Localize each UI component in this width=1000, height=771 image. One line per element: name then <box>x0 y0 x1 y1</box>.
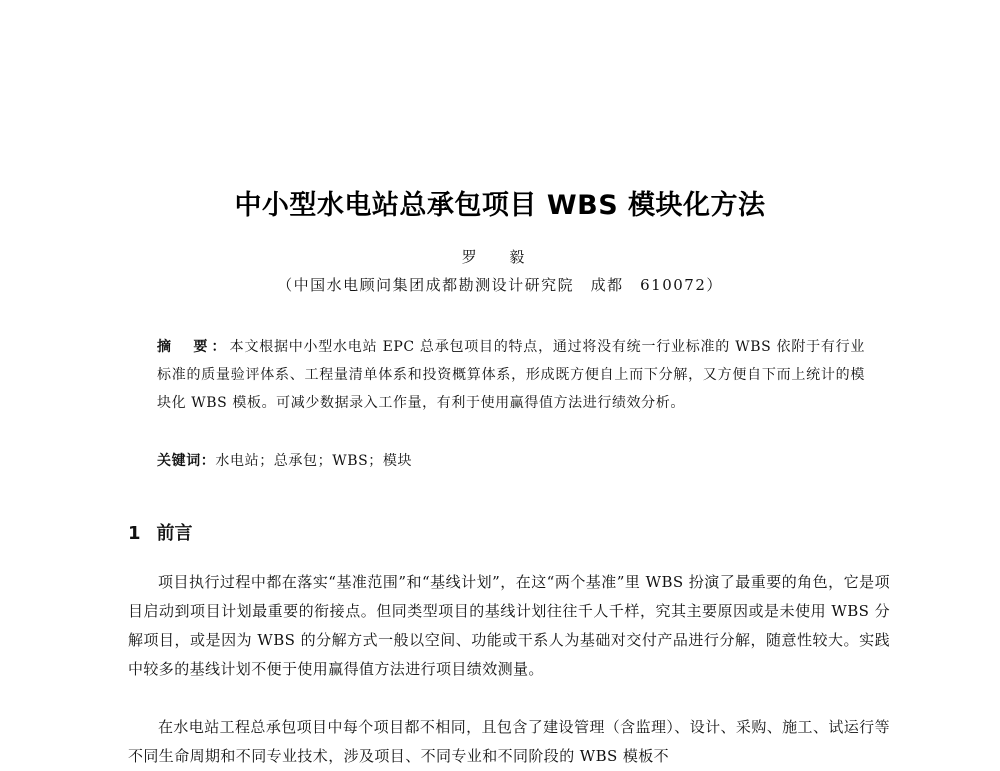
author-affiliation: （中国水电顾问集团成都勘测设计研究院 成都 610072） <box>277 276 723 294</box>
body-paragraph-2: 在水电站工程总承包项目中每个项目都不相同，且包含了建设管理（含监理）、设计、采购、施工、试运行等不同生命周期和不同专业技术，涉及项目、不同专业和不同阶段的 WBS 模板不 <box>128 718 890 765</box>
body-paragraph-1: 项目执行过程中都在落实“基准范围”和“基线计划”，在这“两个基准”里 WBS 扮演了最重要的角色，它是项目启动到项目计划最重要的衔接点。但同类型项目的基线计划往往千人千样，究其主要原因或是未使用 WBS 分解项目，或是因为 WBS 的分解方式一般以空间、功能或干系人为基础对交付产品进行分解，随意性较大。实践中较多的基线计划不便于使用赢得值方法进行项目绩效测量。 <box>128 573 890 678</box>
abstract-label: 摘 要： <box>157 339 230 355</box>
abstract <box>157 333 865 417</box>
paper-title: 中小型水电站总承包项目 WBS 模块化方法 <box>234 190 766 221</box>
keywords-label: 关键词： <box>157 453 216 469</box>
keywords <box>157 449 865 473</box>
author-name: 罗 毅 <box>461 248 539 266</box>
keywords-text: 水电站；总承包；WBS；模块 <box>215 453 413 469</box>
section-heading <box>128 519 193 545</box>
section-number: 1 <box>128 523 141 544</box>
section-title: 前言 <box>156 523 193 544</box>
abstract-text: 本文根据中小型水电站 EPC 总承包项目的特点，通过将没有统一行业标准的 WBS 依附于有行业标准的质量验评体系、工程量清单体系和投资概算体系，形成既方便自上而下分解，又方便自下而上统计的模块化 WBS 模板。可减少数据录入工作量，有利于使用赢得值方法进行绩效分析。 <box>157 339 865 411</box>
